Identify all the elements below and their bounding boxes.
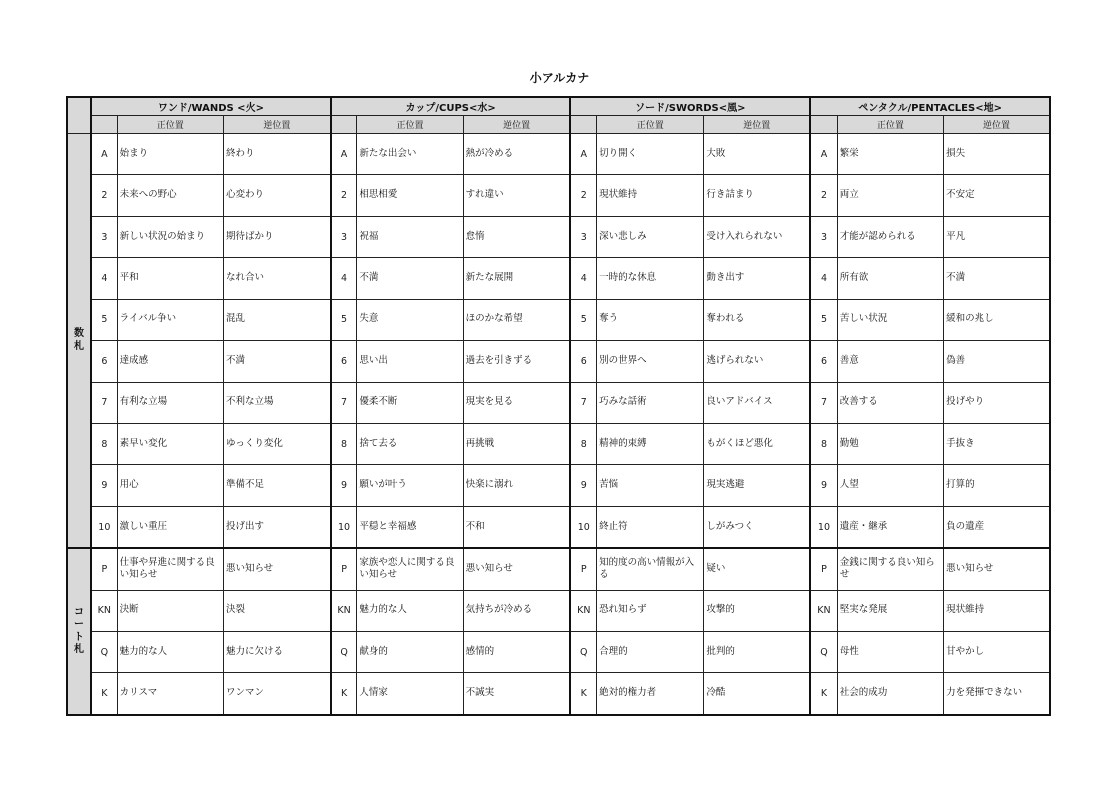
rank-cell: A bbox=[91, 134, 117, 175]
upright-meaning: 有利な立場 bbox=[117, 382, 223, 423]
suit-header-swords: ソード/SWORDS<風> bbox=[570, 97, 810, 116]
reversed-header-pentacles: 逆位置 bbox=[944, 116, 1050, 134]
upright-meaning: 繁栄 bbox=[837, 134, 943, 175]
rank-cell: Q bbox=[331, 632, 357, 673]
upright-meaning: 魅力的な人 bbox=[117, 632, 223, 673]
upright-meaning: 達成感 bbox=[117, 341, 223, 382]
table-row bbox=[67, 632, 1050, 673]
reversed-meaning: 大敗 bbox=[704, 134, 810, 175]
rank-cell: 9 bbox=[810, 465, 837, 506]
reversed-meaning: 現状維持 bbox=[944, 590, 1050, 631]
upright-meaning: 社会的成功 bbox=[837, 673, 943, 715]
rank-header-cups bbox=[331, 116, 357, 134]
upright-meaning: 苦しい状況 bbox=[837, 299, 943, 340]
reversed-meaning: 甘やかし bbox=[944, 632, 1050, 673]
table-row bbox=[67, 506, 1050, 548]
rank-cell: Q bbox=[91, 632, 117, 673]
reversed-meaning: 不安定 bbox=[944, 175, 1050, 216]
table-row bbox=[67, 423, 1050, 464]
rank-cell: 4 bbox=[570, 258, 596, 299]
rank-cell: 2 bbox=[810, 175, 837, 216]
table-row bbox=[67, 216, 1050, 257]
reversed-meaning: 快楽に溺れ bbox=[463, 465, 570, 506]
minor-arcana-table bbox=[66, 96, 1051, 716]
reversed-meaning: 良いアドバイス bbox=[704, 382, 810, 423]
reversed-meaning: 手抜き bbox=[944, 423, 1050, 464]
rank-cell: KN bbox=[91, 590, 117, 631]
reversed-meaning: 損失 bbox=[944, 134, 1050, 175]
upright-meaning: 捨て去る bbox=[357, 423, 463, 464]
upright-meaning: 始まり bbox=[117, 134, 223, 175]
reversed-meaning: すれ違い bbox=[463, 175, 570, 216]
reversed-header-wands: 逆位置 bbox=[223, 116, 330, 134]
rank-cell: 9 bbox=[91, 465, 117, 506]
rank-cell: A bbox=[810, 134, 837, 175]
reversed-meaning: 準備不足 bbox=[223, 465, 330, 506]
reversed-meaning: 力を発揮できない bbox=[944, 673, 1050, 715]
reversed-meaning: 逃げられない bbox=[704, 341, 810, 382]
table-row bbox=[67, 590, 1050, 631]
reversed-meaning: 不和 bbox=[463, 506, 570, 548]
upright-meaning: 現状維持 bbox=[597, 175, 704, 216]
reversed-meaning: 打算的 bbox=[944, 465, 1050, 506]
rank-cell: 7 bbox=[570, 382, 596, 423]
reversed-meaning: 心変わり bbox=[223, 175, 330, 216]
reversed-meaning: 投げやり bbox=[944, 382, 1050, 423]
reversed-meaning: 奪われる bbox=[704, 299, 810, 340]
rank-cell: 7 bbox=[810, 382, 837, 423]
rank-cell: 6 bbox=[810, 341, 837, 382]
suit-header-pentacles: ペンタクル/PENTACLES<地> bbox=[810, 97, 1050, 116]
rank-cell: 8 bbox=[91, 423, 117, 464]
reversed-meaning: 悪い知らせ bbox=[223, 548, 330, 590]
rank-header-swords bbox=[570, 116, 596, 134]
upright-meaning: 一時的な休息 bbox=[597, 258, 704, 299]
rank-cell: 2 bbox=[331, 175, 357, 216]
rank-cell: 5 bbox=[331, 299, 357, 340]
upright-header-cups: 正位置 bbox=[357, 116, 463, 134]
upright-meaning: 合理的 bbox=[597, 632, 704, 673]
reversed-header-cups: 逆位置 bbox=[463, 116, 570, 134]
section-label-number-cards: 数 札 bbox=[74, 328, 85, 352]
reversed-meaning: 攻撃的 bbox=[704, 590, 810, 631]
suit-header-wands: ワンド/WANDS <火> bbox=[91, 97, 331, 116]
upright-meaning: 不満 bbox=[357, 258, 463, 299]
rank-cell: 10 bbox=[91, 506, 117, 548]
rank-cell: 6 bbox=[331, 341, 357, 382]
upright-meaning: 平穏と幸福感 bbox=[357, 506, 463, 548]
rank-cell: 7 bbox=[331, 382, 357, 423]
table-row bbox=[67, 258, 1050, 299]
upright-meaning: 遺産・継承 bbox=[837, 506, 943, 548]
upright-header-pentacles: 正位置 bbox=[837, 116, 943, 134]
table-row bbox=[67, 299, 1050, 340]
rank-cell: 10 bbox=[331, 506, 357, 548]
rank-cell: 6 bbox=[570, 341, 596, 382]
rank-cell: K bbox=[570, 673, 596, 715]
rank-cell: 8 bbox=[331, 423, 357, 464]
rank-cell: P bbox=[570, 548, 596, 590]
upright-meaning: カリスマ bbox=[117, 673, 223, 715]
rank-cell: Q bbox=[570, 632, 596, 673]
upright-meaning: 深い悲しみ bbox=[597, 216, 704, 257]
upright-meaning: 才能が認められる bbox=[837, 216, 943, 257]
upright-meaning: 巧みな話術 bbox=[597, 382, 704, 423]
reversed-meaning: 疑い bbox=[704, 548, 810, 590]
rank-cell: A bbox=[331, 134, 357, 175]
rank-header-wands bbox=[91, 116, 117, 134]
rank-cell: K bbox=[91, 673, 117, 715]
rank-cell: 3 bbox=[570, 216, 596, 257]
reversed-meaning: 悪い知らせ bbox=[463, 548, 570, 590]
upright-header-swords: 正位置 bbox=[597, 116, 704, 134]
rank-cell: 3 bbox=[331, 216, 357, 257]
reversed-meaning: ほのかな希望 bbox=[463, 299, 570, 340]
rank-cell: 9 bbox=[570, 465, 596, 506]
rank-header-pentacles bbox=[810, 116, 837, 134]
reversed-meaning: 不誠実 bbox=[463, 673, 570, 715]
rank-cell: 6 bbox=[91, 341, 117, 382]
rank-cell: 9 bbox=[331, 465, 357, 506]
rank-cell: 7 bbox=[91, 382, 117, 423]
upright-meaning: 家族や恋人に関する良い知らせ bbox=[357, 548, 463, 590]
upright-meaning: 素早い変化 bbox=[117, 423, 223, 464]
page-title: 小アルカナ bbox=[529, 71, 590, 85]
reversed-meaning: 動き出す bbox=[704, 258, 810, 299]
reversed-meaning: 新たな展開 bbox=[463, 258, 570, 299]
upright-meaning: 堅実な発展 bbox=[837, 590, 943, 631]
rank-cell: 4 bbox=[810, 258, 837, 299]
rank-cell: KN bbox=[331, 590, 357, 631]
upright-meaning: 仕事や昇進に関する良い知らせ bbox=[117, 548, 223, 590]
upright-meaning: 奪う bbox=[597, 299, 704, 340]
reversed-meaning: ゆっくり変化 bbox=[223, 423, 330, 464]
upright-header-wands: 正位置 bbox=[117, 116, 223, 134]
upright-meaning: 苦悩 bbox=[597, 465, 704, 506]
rank-cell: P bbox=[91, 548, 117, 590]
table-row bbox=[67, 341, 1050, 382]
rank-cell: 10 bbox=[570, 506, 596, 548]
reversed-meaning: 怠惰 bbox=[463, 216, 570, 257]
upright-meaning: 母性 bbox=[837, 632, 943, 673]
reversed-meaning: 冷酷 bbox=[704, 673, 810, 715]
reversed-meaning: 悪い知らせ bbox=[944, 548, 1050, 590]
rank-cell: P bbox=[331, 548, 357, 590]
table-corner bbox=[67, 97, 91, 134]
upright-meaning: 新しい状況の始まり bbox=[117, 216, 223, 257]
reversed-meaning: 平凡 bbox=[944, 216, 1050, 257]
reversed-meaning: しがみつく bbox=[704, 506, 810, 548]
upright-meaning: 優柔不断 bbox=[357, 382, 463, 423]
reversed-meaning: なれ合い bbox=[223, 258, 330, 299]
rank-cell: 5 bbox=[570, 299, 596, 340]
table-row bbox=[67, 673, 1050, 715]
reversed-meaning: 現実を見る bbox=[463, 382, 570, 423]
rank-cell: 8 bbox=[810, 423, 837, 464]
table-row bbox=[67, 175, 1050, 216]
rank-cell: K bbox=[331, 673, 357, 715]
upright-meaning: 新たな出会い bbox=[357, 134, 463, 175]
upright-meaning: 善意 bbox=[837, 341, 943, 382]
upright-meaning: 所有欲 bbox=[837, 258, 943, 299]
upright-meaning: 別の世界へ bbox=[597, 341, 704, 382]
rank-cell: K bbox=[810, 673, 837, 715]
reversed-meaning: 魅力に欠ける bbox=[223, 632, 330, 673]
rank-cell: 10 bbox=[810, 506, 837, 548]
upright-meaning: 祝福 bbox=[357, 216, 463, 257]
table-row bbox=[67, 382, 1050, 423]
upright-meaning: 人情家 bbox=[357, 673, 463, 715]
reversed-meaning: 不満 bbox=[944, 258, 1050, 299]
upright-meaning: 両立 bbox=[837, 175, 943, 216]
position-header-row bbox=[67, 116, 1050, 134]
upright-meaning: 改善する bbox=[837, 382, 943, 423]
upright-meaning: 切り開く bbox=[597, 134, 704, 175]
reversed-meaning: 負の遺産 bbox=[944, 506, 1050, 548]
upright-meaning: 相思相愛 bbox=[357, 175, 463, 216]
section-cell bbox=[67, 134, 91, 549]
upright-meaning: 人望 bbox=[837, 465, 943, 506]
rank-cell: 2 bbox=[570, 175, 596, 216]
rank-cell: 5 bbox=[91, 299, 117, 340]
reversed-meaning: 再挑戦 bbox=[463, 423, 570, 464]
rank-cell: 5 bbox=[810, 299, 837, 340]
upright-meaning: 絶対的権力者 bbox=[597, 673, 704, 715]
upright-meaning: 激しい重圧 bbox=[117, 506, 223, 548]
reversed-meaning: 批判的 bbox=[704, 632, 810, 673]
reversed-meaning: 混乱 bbox=[223, 299, 330, 340]
reversed-meaning: 緩和の兆し bbox=[944, 299, 1050, 340]
reversed-meaning: 不利な立場 bbox=[223, 382, 330, 423]
rank-cell: 3 bbox=[91, 216, 117, 257]
upright-meaning: 金銭に関する良い知らせ bbox=[837, 548, 943, 590]
rank-cell: A bbox=[570, 134, 596, 175]
reversed-meaning: 決裂 bbox=[223, 590, 330, 631]
upright-meaning: 決断 bbox=[117, 590, 223, 631]
upright-meaning: 未来への野心 bbox=[117, 175, 223, 216]
rank-cell: 8 bbox=[570, 423, 596, 464]
section-label-court-cards: コ ー ト 札 bbox=[74, 606, 85, 656]
rank-cell: 4 bbox=[91, 258, 117, 299]
reversed-meaning: 偽善 bbox=[944, 341, 1050, 382]
reversed-meaning: 期待ばかり bbox=[223, 216, 330, 257]
upright-meaning: 魅力的な人 bbox=[357, 590, 463, 631]
reversed-meaning: 行き詰まり bbox=[704, 175, 810, 216]
table-row bbox=[67, 465, 1050, 506]
upright-meaning: 思い出 bbox=[357, 341, 463, 382]
rank-cell: Q bbox=[810, 632, 837, 673]
reversed-meaning: 現実逃避 bbox=[704, 465, 810, 506]
reversed-meaning: 受け入れられない bbox=[704, 216, 810, 257]
suit-header-cups: カップ/CUPS<水> bbox=[331, 97, 571, 116]
section-cell bbox=[67, 548, 91, 715]
rank-cell: 4 bbox=[331, 258, 357, 299]
rank-cell: 2 bbox=[91, 175, 117, 216]
reversed-meaning: 感情的 bbox=[463, 632, 570, 673]
rank-cell: 3 bbox=[810, 216, 837, 257]
reversed-meaning: 終わり bbox=[223, 134, 330, 175]
upright-meaning: 終止符 bbox=[597, 506, 704, 548]
reversed-meaning: 投げ出す bbox=[223, 506, 330, 548]
upright-meaning: ライバル争い bbox=[117, 299, 223, 340]
upright-meaning: 精神的束縛 bbox=[597, 423, 704, 464]
reversed-meaning: 過去を引きずる bbox=[463, 341, 570, 382]
upright-meaning: 願いが叶う bbox=[357, 465, 463, 506]
upright-meaning: 恐れ知らず bbox=[597, 590, 704, 631]
upright-meaning: 平和 bbox=[117, 258, 223, 299]
rank-cell: P bbox=[810, 548, 837, 590]
table-row bbox=[67, 134, 1050, 175]
upright-meaning: 献身的 bbox=[357, 632, 463, 673]
reversed-meaning: もがくほど悪化 bbox=[704, 423, 810, 464]
rank-cell: KN bbox=[810, 590, 837, 631]
upright-meaning: 用心 bbox=[117, 465, 223, 506]
upright-meaning: 勤勉 bbox=[837, 423, 943, 464]
reversed-meaning: 不満 bbox=[223, 341, 330, 382]
reversed-meaning: ワンマン bbox=[223, 673, 330, 715]
reversed-meaning: 熱が冷める bbox=[463, 134, 570, 175]
upright-meaning: 失意 bbox=[357, 299, 463, 340]
reversed-header-swords: 逆位置 bbox=[704, 116, 810, 134]
reversed-meaning: 気持ちが冷める bbox=[463, 590, 570, 631]
rank-cell: KN bbox=[570, 590, 596, 631]
suit-header-row bbox=[67, 97, 1050, 116]
table-row bbox=[67, 548, 1050, 590]
upright-meaning: 知的度の高い情報が入る bbox=[597, 548, 704, 590]
